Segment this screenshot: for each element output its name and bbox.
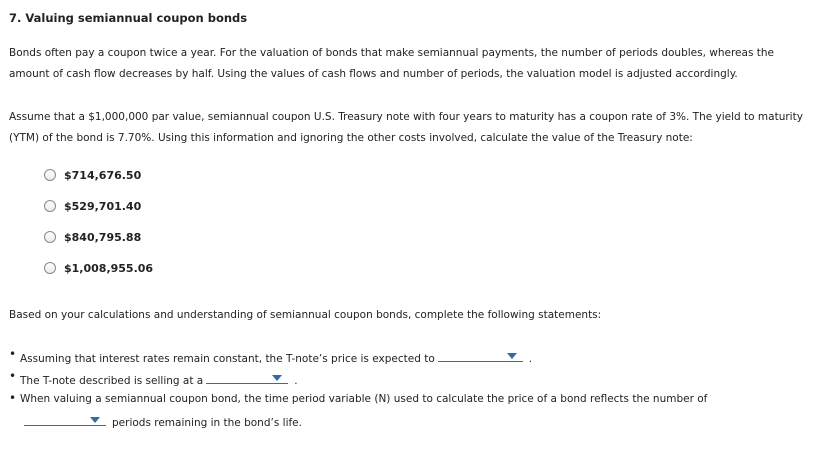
answer-option-2[interactable] bbox=[44, 198, 141, 214]
bullet-icon: • bbox=[9, 391, 17, 405]
answer-option-label: $529,701.40 bbox=[64, 199, 142, 213]
answer-option-3[interactable] bbox=[44, 229, 141, 245]
dropdown-arrow-icon bbox=[272, 375, 282, 381]
answer-option-4[interactable] bbox=[44, 260, 153, 276]
answer-option-label: $714,676.50 bbox=[64, 168, 142, 182]
price-trend-dropdown[interactable] bbox=[438, 349, 523, 362]
statement-1-end: . bbox=[528, 353, 533, 365]
bullet-icon: • bbox=[9, 347, 17, 361]
bullet-icon: • bbox=[9, 369, 17, 383]
period-type-dropdown[interactable] bbox=[24, 413, 106, 426]
question-title: 7. Valuing semiannual coupon bonds bbox=[9, 11, 248, 25]
radio-button[interactable] bbox=[44, 169, 56, 181]
dropdown-arrow-icon bbox=[90, 417, 100, 423]
problem-paragraph: Assume that a $1,000,000 par value, semiannual coupon U.S. Treasury note with four years to maturity has a coupon rate of 3%. The yield to maturity (YTM) of the bond is 7.70%. Using this information and ignoring the other costs involved, calculate the value of the Treasury note: bbox=[9, 111, 803, 144]
answer-option-label: $840,795.88 bbox=[64, 230, 142, 244]
radio-button[interactable] bbox=[44, 231, 56, 243]
statement-3-continuation bbox=[24, 413, 302, 429]
answer-option-label: $1,008,955.06 bbox=[64, 261, 154, 275]
statement-3-text: When valuing a semiannual coupon bond, the time period variable (N) used to calculate the price of a bond reflects the number of bbox=[20, 393, 708, 405]
intro-paragraph: Bonds often pay a coupon twice a year. For the valuation of bonds that make semiannual payments, the number of periods doubles, whereas the amount of cash flow decreases by half. Using the values of cash flows and number of periods, the valuation model is adjusted accordingly. bbox=[9, 47, 774, 80]
statement-2-text: The T-note described is selling at a bbox=[20, 375, 204, 387]
answer-option-1[interactable] bbox=[44, 167, 141, 183]
statements-intro: Based on your calculations and understanding of semiannual coupon bonds, complete the following statements: bbox=[9, 309, 602, 321]
statement-3-end: periods remaining in the bond’s life. bbox=[112, 417, 302, 429]
dropdown-arrow-icon bbox=[507, 353, 517, 359]
statement-2-end: . bbox=[294, 375, 298, 387]
radio-button[interactable] bbox=[44, 200, 56, 212]
selling-status-dropdown[interactable] bbox=[206, 371, 288, 384]
radio-button[interactable] bbox=[44, 262, 56, 274]
statement-1-text: Assuming that interest rates remain constant, the T-note’s price is expected to bbox=[20, 353, 435, 365]
